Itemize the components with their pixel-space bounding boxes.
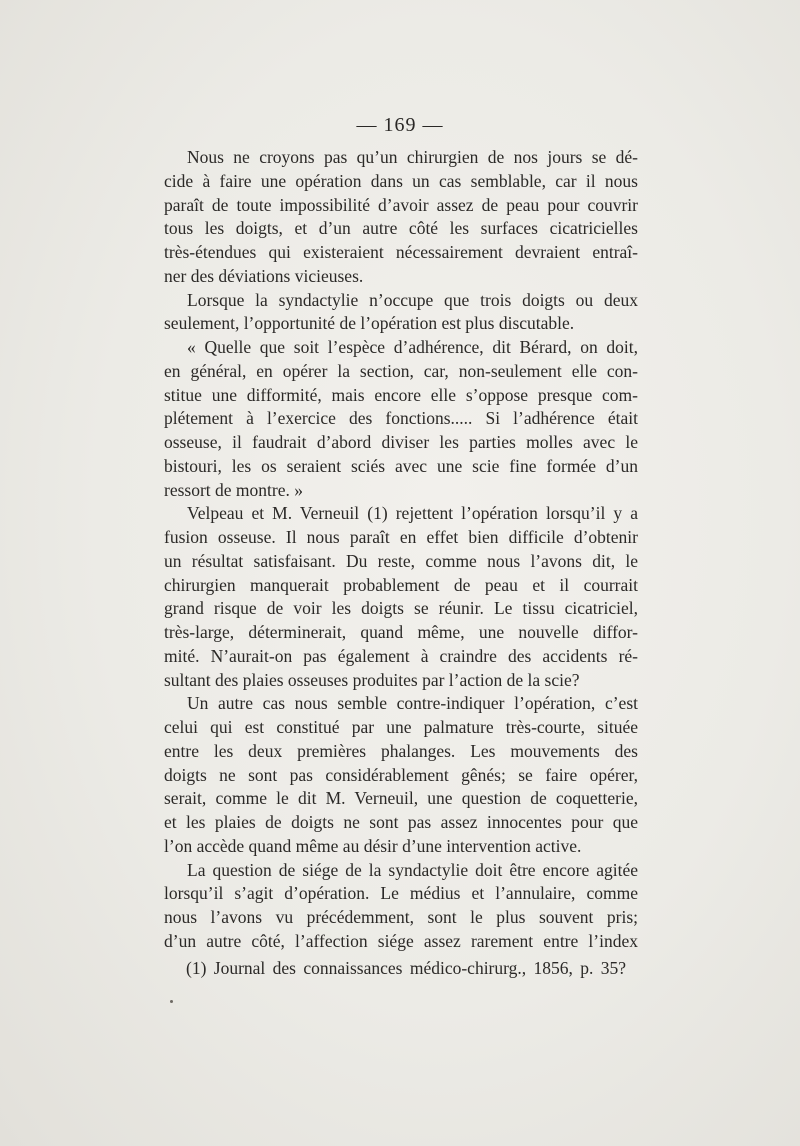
footnote: (1) Journal des connaissances médico-chirurg., 1856, p. 35? [186,958,626,978]
text-line: entre les deux premières phalanges. Les mouvements des [164,740,638,761]
text-line: stitue une difformité, mais encore elle s’oppose presque com- [164,384,638,405]
text-line: plétement à l’exercice des fonctions..... Si l’adhérence était [164,408,638,429]
text-line: sultant des plaies osseuses produites par l’action de la scie? [164,669,580,690]
text-line: un résultat satisfaisant. Du reste, comme nous l’avons dit, le [164,550,638,571]
text-line: doigts ne sont pas considérablement gênés; se faire opérer, [164,764,638,785]
text-line: chirurgien manquerait probablement de peau et il courrait [164,574,638,595]
text-line: Un autre cas nous semble contre-indiquer l’opération, c’est [187,693,638,714]
text-line: paraît de toute impossibilité d’avoir assez de peau pour couvrir [164,194,638,215]
page-number: — 169 — [356,114,444,136]
text-line: et les plaies de doigts ne sont pas assez innocentes pour que [164,812,638,832]
text-line: « Quelle que soit l’espèce d’adhérence, dit Bérard, on doit, [187,337,638,357]
text-line: fusion osseuse. Il nous paraît en effet bien difficile d’obtenir [164,527,638,547]
text-line: celui qui est constitué par une palmature très-courte, située [164,717,638,737]
text-line: mité. N’aurait-on pas également à craindre des accidents ré- [164,645,638,666]
text-line: grand risque de voir les doigts se réunir. Le tissu cicatriciel, [164,598,638,619]
text-line: osseuse, il faudrait d’abord diviser les parties molles avec le [164,432,638,452]
text-line: tous les doigts, et d’un autre côté les surfaces cicatricielles [164,218,638,239]
text-line: très-large, déterminerait, quand même, une nouvelle diffor- [164,622,638,642]
text-line: serait, comme le dit M. Verneuil, une question de coquetterie, [164,788,638,809]
text-line: cide à faire une opération dans un cas semblable, car il nous [164,170,638,191]
paper-speck [170,1000,173,1003]
text-line: La question de siége de la syndactylie doit être encore agitée [187,859,638,880]
text-line: ressort de montre. » [164,479,303,500]
text-line: nous l’avons vu précédemment, sont le plus souvent pris; [164,907,638,927]
text-line: d’un autre côté, l’affection siége assez rarement entre l’index [164,930,638,951]
text-line: bistouri, les os seraient sciés avec une scie fine formée d’un [164,455,638,476]
text-line: lorsqu’il s’agit d’opération. Le médius et l’annulaire, comme [164,883,638,904]
body-text [164,146,638,954]
text-line: Nous ne croyons pas qu’un chirurgien de nos jours se dé- [187,147,638,167]
text-line: l’on accède quand même au désir d’une intervention active. [164,835,582,856]
text-line: Velpeau et M. Verneuil (1) rejettent l’opération lorsqu’il y a [187,503,638,524]
text-line: très-étendues qui existeraient nécessairement devraient entraî- [164,242,638,262]
text-line: Lorsque la syndactylie n’occupe que trois doigts ou deux [187,289,638,310]
text-line: seulement, l’opportunité de l’opération est plus discutable. [164,313,575,334]
text-line: ner des déviations vicieuses. [164,265,364,286]
text-line: en général, en opérer la section, car, non-seulement elle con- [164,360,638,381]
